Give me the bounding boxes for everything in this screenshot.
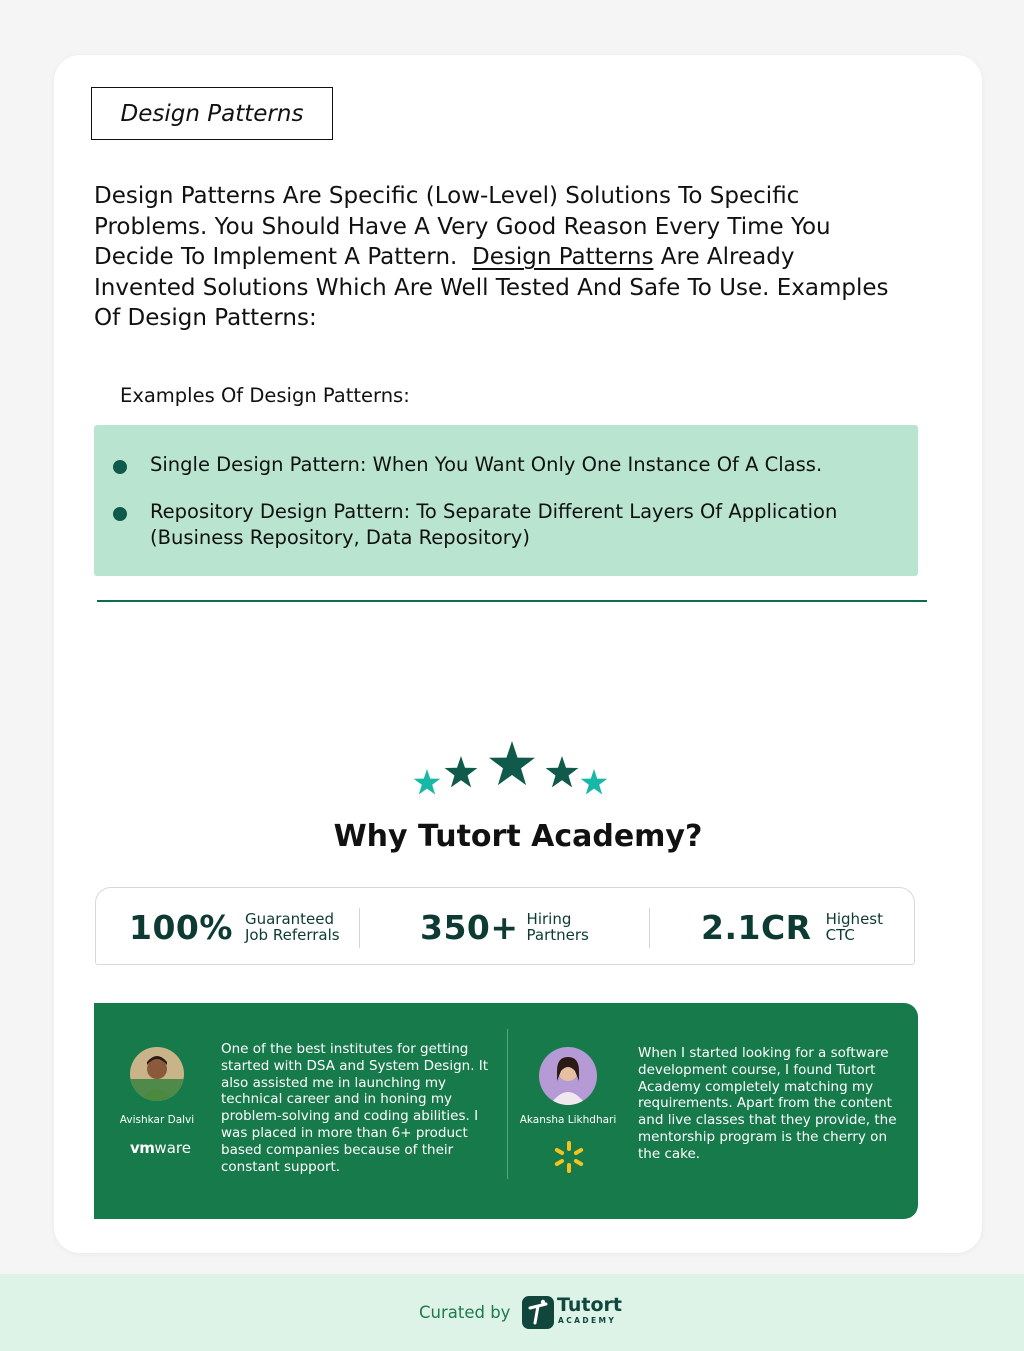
- testimonial-divider: [507, 1029, 508, 1179]
- design-patterns-link[interactable]: Design Patterns: [472, 244, 654, 270]
- testimonial-name: Avishkar Dalvi: [119, 1114, 195, 1126]
- stat-divider: [649, 908, 650, 948]
- stars-icon: [410, 741, 610, 803]
- tutort-logo-text: Tutort: [557, 1294, 622, 1316]
- testimonial-quote: When I started looking for a software development course, I found Tutort Academy completely matching my requirements. Apart from the content and live classes that they provide, the mentorship program is the cherry on the cake.: [638, 1045, 897, 1162]
- star-icon: [489, 741, 535, 785]
- stats-bar: [95, 887, 915, 965]
- bullet-icon: [113, 460, 127, 474]
- avatar: [539, 1047, 597, 1105]
- stat-value: 350+: [420, 907, 519, 947]
- footer: [0, 1274, 1024, 1351]
- stat-divider: [359, 908, 360, 948]
- tutort-logo-icon: [522, 1296, 554, 1329]
- testimonial-quote: One of the best institutes for getting started with DSA and System Design. It also assisted me in launching my technical career and in honing my problem-solving and coding abilities. I was placed in more than 6+ product based companies because of their constant support.: [221, 1041, 489, 1175]
- examples-box: [94, 425, 918, 576]
- bullet-icon: [113, 507, 127, 521]
- testimonials-panel: [94, 1003, 918, 1219]
- walmart-spark-icon: [551, 1139, 587, 1175]
- stat-partners: [420, 888, 589, 966]
- testimonial-name: Akansha Likhdhari: [519, 1114, 617, 1126]
- content-card: [54, 55, 982, 1253]
- intro-text-after: Are Already Invented Solutions Which Are Well Tested And Safe To Use. Examples Of Design Patterns:: [94, 244, 889, 331]
- list-item-text: Single Design Pattern: When You Want Only One Instance Of A Class.: [150, 453, 823, 476]
- star-icon: [581, 769, 608, 795]
- page-title: Design Patterns: [91, 87, 333, 140]
- stat-referrals: [129, 888, 340, 966]
- examples-label: Examples Of Design Patterns:: [120, 384, 410, 407]
- star-icon: [414, 769, 441, 795]
- stat-label: Hiring Partners: [526, 910, 589, 944]
- section-divider: [97, 600, 927, 602]
- stat-value: 100%: [129, 907, 233, 947]
- list-item-text: Repository Design Pattern: To Separate Different Layers Of Application (Business Repository, Data Repository): [150, 500, 838, 549]
- stat-value: 2.1CR: [701, 907, 812, 947]
- stat-label: Guaranteed Job Referrals: [244, 910, 340, 944]
- stat-label: Highest CTC: [825, 910, 883, 944]
- tutort-logo-subtext: ACADEMY: [558, 1316, 617, 1325]
- star-icon: [546, 756, 579, 787]
- star-icon: [445, 756, 478, 787]
- intro-paragraph: [94, 181, 894, 334]
- vmware-logo: vmware: [130, 1139, 191, 1157]
- intro-text-before: Design Patterns Are Specific (Low-Level) Solutions To Specific Problems. You Should Have A Very Good Reason Every Time You Decide To Implement A Pattern.: [94, 183, 831, 270]
- why-heading: Why Tutort Academy?: [333, 819, 703, 854]
- avatar: [130, 1047, 184, 1101]
- curated-by-text: Curated by: [419, 1303, 511, 1322]
- stat-ctc: [701, 888, 883, 966]
